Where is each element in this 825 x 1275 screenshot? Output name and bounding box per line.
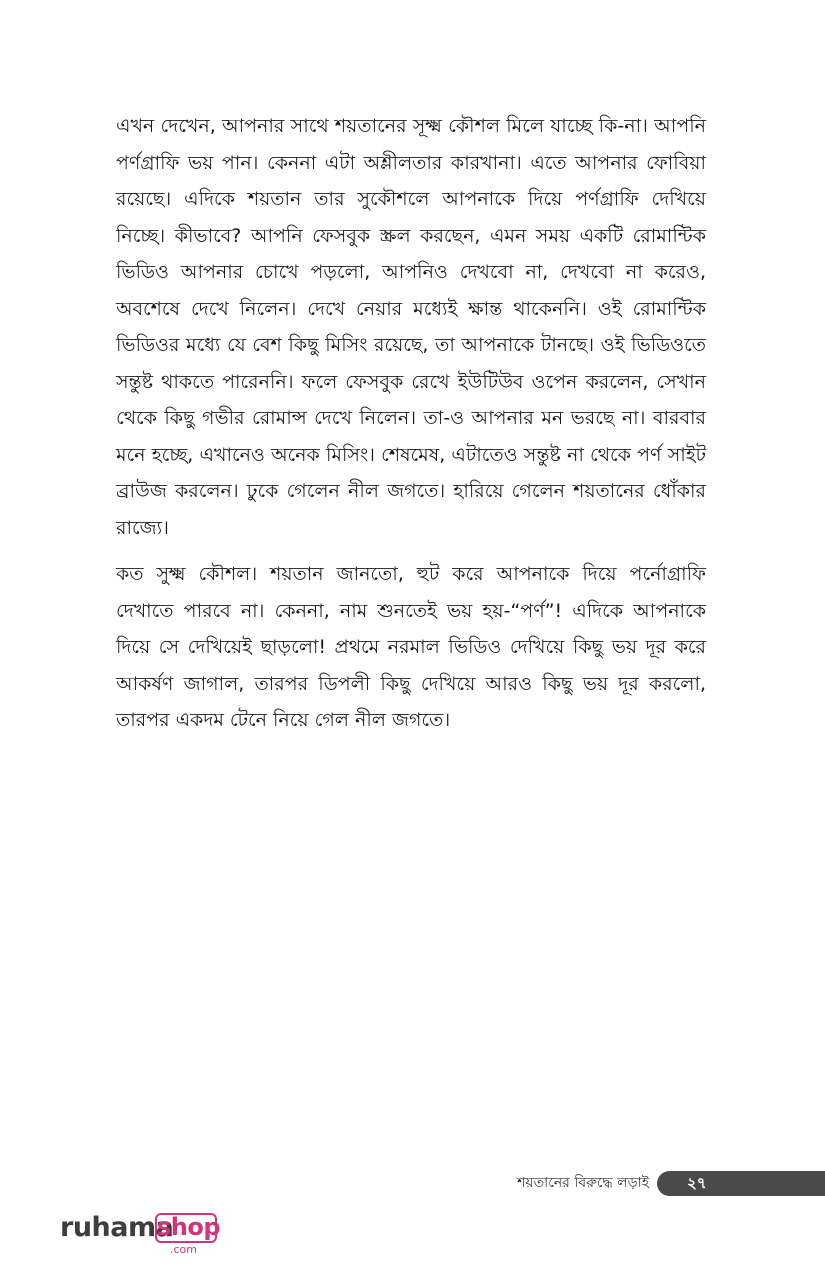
ruhama-shop-logo	[60, 1208, 240, 1260]
page-number-tab	[657, 1171, 825, 1196]
logo-ruhama-text: ruhama	[60, 1212, 174, 1243]
logo-shop-text: shop	[157, 1213, 221, 1241]
page-number: ২৭	[687, 1174, 707, 1192]
body-paragraph-2: কত সুক্ষ্ম কৌশল। শয়তান জানতো, হুট করে আপনাকে দিয়ে পর্নোগ্রাফি দেখাতে পারবে না। কেননা, নাম শুনতেই ভয় হয়-“পর্ণ”! এদিকে আপনাকে দিয়ে সে দেখিয়েই ছাড়লো! প্রথমে নরমাল ভিডিও দেখিয়ে কিছু ভয় দূর করে আকর্ষণ জাগাল, তারপর ডিপলী কিছু দেখিয়ে আরও কিছু ভয় দূর করলো, তারপর একদম টেনে নিয়ে গেল নীল জগতে।	[116, 563, 706, 731]
body-paragraph-1: এখন দেখেন, আপনার সাথে শয়তানের সূক্ষ্ম কৌশল মিলে যাচ্ছে কি-না। আপনি পর্ণগ্রাফি ভয় পান। কেননা এটা অশ্লীলতার কারখানা। এতে আপনার ফোবিয়া রয়েছে। এদিকে শয়তান তার সুকৌশলে আপনাকে দিয়ে পর্ণগ্রাফি দেখিয়ে নিচ্ছে। কীভাবে? আপনি ফেসবুক স্ক্রল করছেন, এমন সময় একটি রোমান্টিক ভিডিও আপনার চোখে পড়লো, আপনিও দেখবো না, দেখবো না করেও, অবশেষে দেখে নিলেন। দেখে নেয়ার মধ্যেই ক্ষান্ত থাকেননি। ওই রোমান্টিক ভিডিওর মধ্যে যে বেশ কিছু মিসিং রয়েছে, তা আপনাকে টানছে। ওই ভিডিওতে সন্তুষ্ট থাকতে পারেননি। ফলে ফেসবুক রেখে ইউটিউব ওপেন করলেন, সেখান থেকে কিছু গভীর রোমান্স দেখে নিলেন। তা-ও আপনার মন ভরছে না। বারবার মনে হচ্ছে, এখানেও অনেক মিসিং। শেষমেষ, এটাতেও সন্তুষ্ট না থেকে পর্ণ সাইট ব্রাউজ করলেন। ঢুকে গেলেন নীল জগতে। হারিয়ে গেলেন শয়তানের ধোঁকার রাজ্যে।	[116, 115, 706, 539]
page-footer	[0, 1168, 825, 1200]
logo-com-text: .com	[170, 1243, 197, 1256]
running-title: শয়তানের বিরুদ্ধে লড়াই	[517, 1175, 649, 1191]
page-body	[116, 108, 706, 749]
